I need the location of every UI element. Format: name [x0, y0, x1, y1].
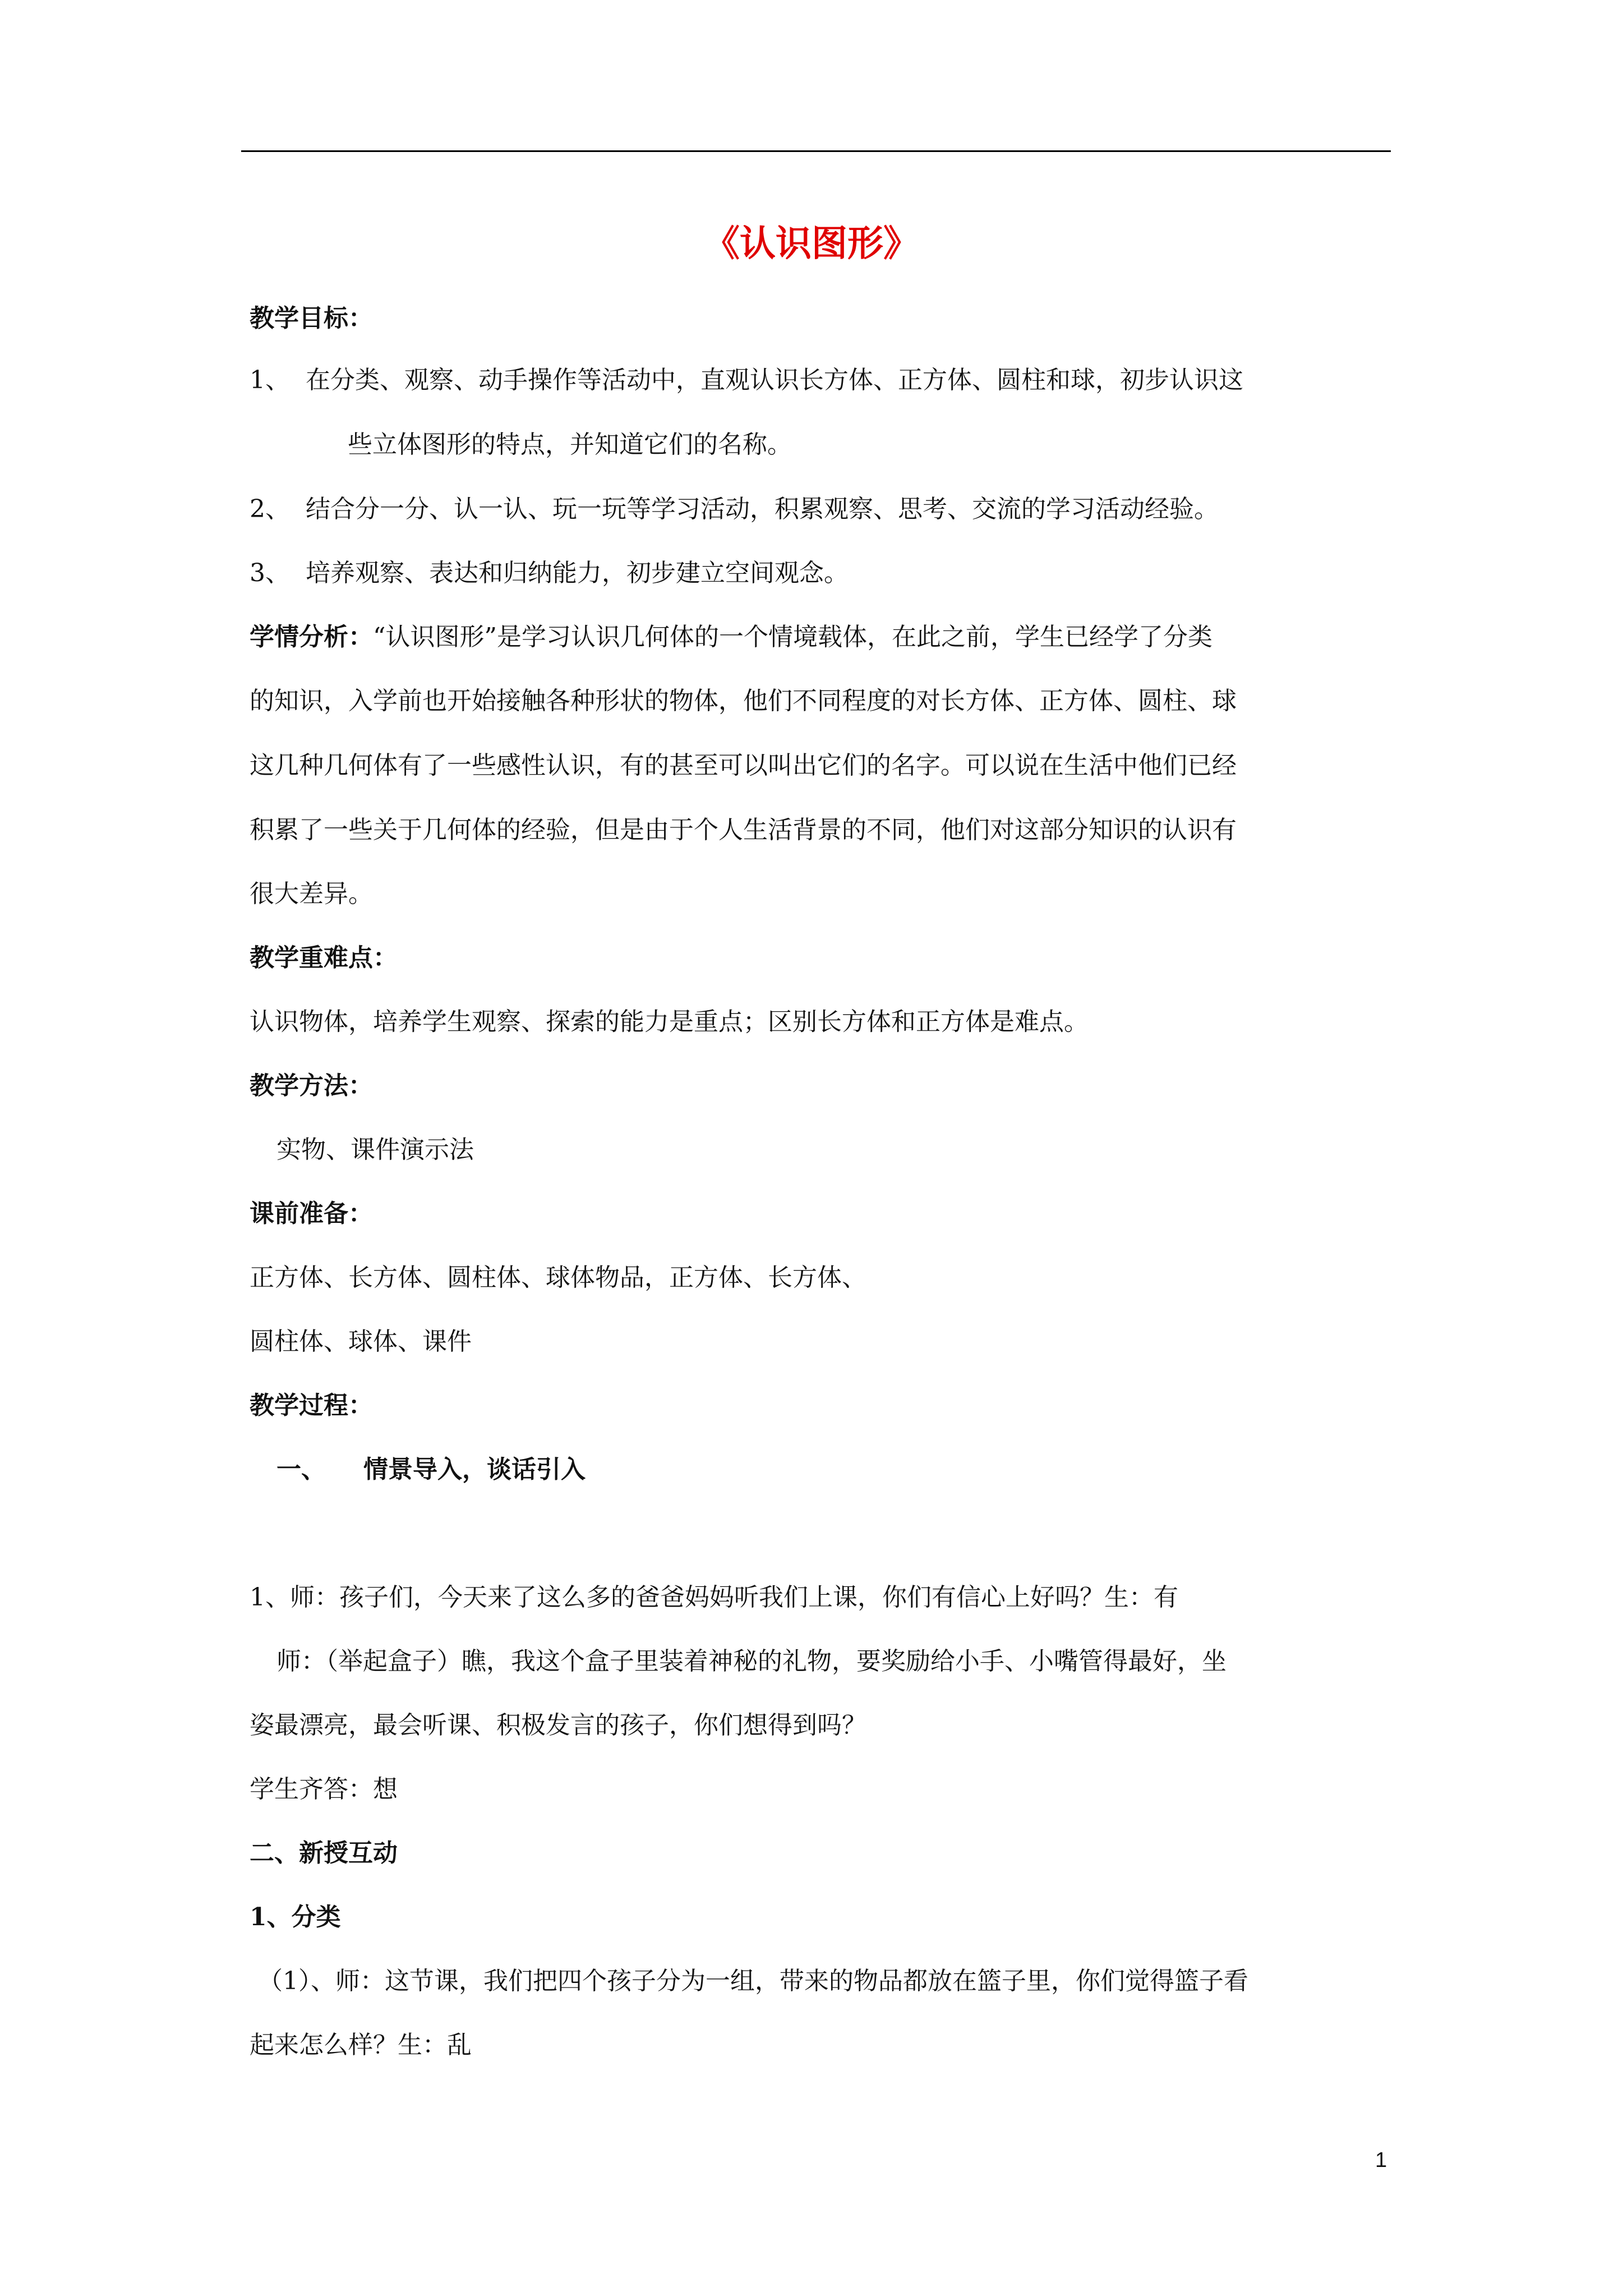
section-heading-preparation: 课前准备：: [250, 1199, 373, 1228]
process-step-title: 情景导入，谈话引入: [363, 1455, 585, 1484]
section-heading-method: 教学方法：: [250, 1071, 373, 1100]
analysis-paragraph-line: 的知识，入学前也开始接触各种形状的物体，他们不同程度的对长方体、正方体、圆柱、球: [250, 687, 1237, 715]
goal-item-1-continued: 些立体图形的特点，并知道它们的名称。: [348, 430, 792, 459]
dialogue-line: 师：（举起盒子）瞧，我这个盒子里装着神秘的礼物，要奖励给小手、小嘴管得最好，坐: [276, 1647, 1227, 1676]
goal-number: 2、: [250, 495, 290, 523]
dialogue-line: 姿最漂亮，最会听课、积极发言的孩子，你们想得到吗？: [250, 1711, 866, 1740]
document-title: 《认识图形》: [704, 223, 919, 265]
section-heading-key-points: 教学重难点：: [250, 944, 398, 972]
method-text: 实物、课件演示法: [276, 1135, 474, 1164]
preparation-text: 正方体、长方体、圆柱体、球体物品，正方体、长方体、: [250, 1263, 866, 1292]
goal-item-3: [250, 556, 849, 590]
analysis-paragraph-line: 这几种几何体有了一些感性认识，有的甚至可以叫出它们的名字。可以说在生活中他们已经: [250, 751, 1237, 780]
process-step-number: 一、: [276, 1455, 326, 1484]
subsection-heading-classify: 1、分类: [250, 1903, 341, 1931]
header-rule: [241, 150, 1391, 152]
process-step-2-heading: 二、新授互动: [250, 1839, 398, 1867]
goal-item-2: [250, 493, 1219, 526]
key-points-text: 认识物体，培养学生观察、探索的能力是重点；区别长方体和正方体是难点。: [250, 1007, 1089, 1036]
goal-text: 培养观察、表达和归纳能力，初步建立空间观念。: [306, 559, 849, 587]
goal-text: 在分类、观察、动手操作等活动中，直观认识长方体、正方体、圆柱和球，初步认识这: [306, 366, 1243, 394]
dialogue-line: 学生齐答：想: [250, 1775, 398, 1803]
section-heading-process: 教学过程：: [250, 1391, 373, 1420]
dialogue-line: （1）、师：这节课，我们把四个孩子分为一组，带来的物品都放在篮子里，你们觉得篮子看: [258, 1967, 1248, 1995]
dialogue-line: 1、师：孩子们，今天来了这么多的爸爸妈妈听我们上课，你们有信心上好吗？生：有: [250, 1583, 1178, 1612]
page-number: 1: [1375, 2148, 1387, 2172]
goal-item-1: [250, 364, 1243, 397]
process-step-1-heading: [276, 1453, 585, 1487]
goal-number: 3、: [250, 559, 290, 587]
analysis-label: 学情分析：: [250, 623, 373, 651]
section-heading-goals: 教学目标：: [250, 304, 373, 333]
goal-text: 结合分一分、认一认、玩一玩等学习活动，积累观察、思考、交流的学习活动经验。: [306, 495, 1219, 523]
dialogue-line: 起来怎么样？生：乱: [250, 2031, 472, 2059]
goal-number: 1、: [250, 366, 290, 394]
analysis-paragraph-line: 很大差异。: [250, 880, 373, 908]
preparation-text: 圆柱体、球体、课件: [250, 1327, 472, 1356]
analysis-paragraph-line: [250, 620, 1212, 654]
analysis-text: “认识图形”是学习认识几何体的一个情境载体，在此之前，学生已经学了分类: [373, 623, 1212, 651]
analysis-paragraph-line: 积累了一些关于几何体的经验，但是由于个人生活背景的不同，他们对这部分知识的认识有: [250, 816, 1237, 844]
